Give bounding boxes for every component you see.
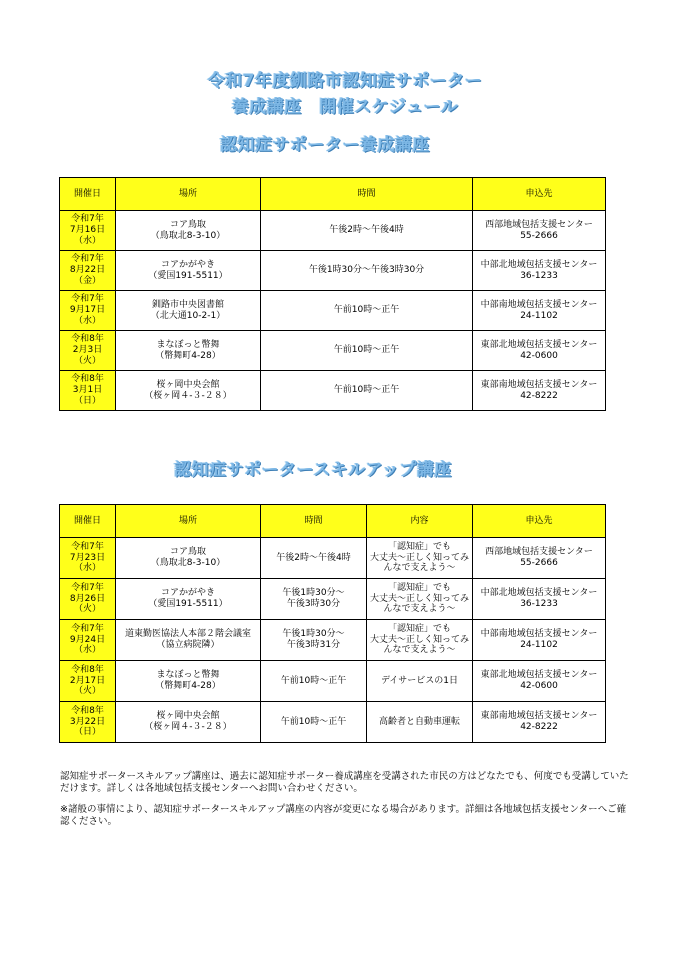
- header-contact: 申込先: [473, 505, 606, 538]
- section-heading-supporter-course: 認知症サポーター養成講座: [220, 135, 430, 155]
- date-cell: 令和7年 7月16日 （水）: [60, 211, 116, 251]
- date-cell: 令和8年 2月17日 （火）: [60, 661, 116, 702]
- time-cell: 午前10時～正午: [261, 331, 473, 371]
- place-cell: まなぼっと幣舞 （幣舞町4-28）: [116, 661, 261, 702]
- contact-cell: 東部南地域包括支援センター 42-8222: [473, 371, 606, 411]
- header-date: 開催日: [60, 505, 116, 538]
- header-contact: 申込先: [473, 178, 606, 211]
- contact-cell: 中部北地域包括支援センター 36-1233: [473, 579, 606, 620]
- contact-cell: 中部南地域包括支援センター 24-1102: [473, 291, 606, 331]
- table-row: [60, 579, 606, 620]
- time-cell: 午後1時30分～ 午後3時30分: [261, 579, 367, 620]
- content-change-note: ※諸般の事情により、認知症サポータースキルアップ講座の内容が変更になる場合があります。詳細は各地域包括支援センターへご確認ください。: [60, 804, 627, 828]
- place-cell: 桜ヶ岡中央会館 （桜ヶ岡４-３-２８）: [116, 371, 261, 411]
- header-time: 時間: [261, 505, 367, 538]
- contact-cell: 中部南地域包括支援センター 24-1102: [473, 620, 606, 661]
- contact-cell: 東部南地域包括支援センター 42-8222: [473, 702, 606, 743]
- time-cell: 午前10時～正午: [261, 702, 367, 743]
- date-cell: 令和7年 8月22日 （金）: [60, 251, 116, 291]
- place-cell: 釧路市中央図書館 （北大通10-2-1）: [116, 291, 261, 331]
- date-cell: 令和8年 2月3日 （火）: [60, 331, 116, 371]
- skillup-eligibility-note: 認知症サポータースキルアップ講座は、過去に認知症サポーター養成講座を受講された市民の方はどなたでも、何度でも受講していただけます。詳しくは各地域包括支援センターへお問い合わせください。: [60, 771, 629, 795]
- table-row: [60, 291, 606, 331]
- document-title-line-1: 令和7年度釧路市認知症サポーター: [207, 71, 483, 91]
- contact-cell: 西部地域包括支援センター 55-2666: [473, 211, 606, 251]
- header-place: 場所: [116, 178, 261, 211]
- table-row: [60, 251, 606, 291]
- date-cell: 令和7年 9月17日 （水）: [60, 291, 116, 331]
- document-title-line-2: 養成講座 開催スケジュール: [231, 97, 459, 117]
- place-cell: コアかがやき （愛国191-5511）: [116, 251, 261, 291]
- date-cell: 令和8年 3月22日 （日）: [60, 702, 116, 743]
- time-cell: 午前10時～正午: [261, 291, 473, 331]
- place-cell: まなぼっと幣舞 （幣舞町4-28）: [116, 331, 261, 371]
- place-cell: 道東勤医協法人本部２階会議室 （協立病院隣）: [116, 620, 261, 661]
- content-cell: 「認知症」でも 大丈夫～正しく知ってみ んなで支えよう～: [367, 620, 473, 661]
- content-cell: デイサービスの1日: [367, 661, 473, 702]
- header-date: 開催日: [60, 178, 116, 211]
- contact-cell: 西部地域包括支援センター 55-2666: [473, 538, 606, 579]
- time-cell: 午後1時30分～ 午後3時31分: [261, 620, 367, 661]
- table-header-row: [60, 505, 606, 538]
- time-cell: 午後2時～午後4時: [261, 211, 473, 251]
- contact-cell: 東部北地域包括支援センター 42-0600: [473, 331, 606, 371]
- place-cell: 桜ヶ岡中央会館 （桜ヶ岡４-３-２８）: [116, 702, 261, 743]
- content-cell: 「認知症」でも 大丈夫～正しく知ってみ んなで支えよう～: [367, 538, 473, 579]
- header-content: 内容: [367, 505, 473, 538]
- content-cell: 高齢者と自動車運転: [367, 702, 473, 743]
- contact-cell: 東部北地域包括支援センター 42-0600: [473, 661, 606, 702]
- section-heading-skillup-course: 認知症サポータースキルアップ講座: [174, 460, 452, 480]
- table-row: [60, 702, 606, 743]
- header-time: 時間: [261, 178, 473, 211]
- contact-cell: 中部北地域包括支援センター 36-1233: [473, 251, 606, 291]
- place-cell: コアかがやき （愛国191-5511）: [116, 579, 261, 620]
- time-cell: 午後2時～午後4時: [261, 538, 367, 579]
- header-place: 場所: [116, 505, 261, 538]
- skillup-course-table: [59, 504, 606, 743]
- place-cell: コア鳥取 （鳥取北8-3-10）: [116, 211, 261, 251]
- table-row: [60, 371, 606, 411]
- table-row: [60, 661, 606, 702]
- date-cell: 令和7年 7月23日 （水）: [60, 538, 116, 579]
- date-cell: 令和7年 9月24日 （水）: [60, 620, 116, 661]
- table-row: [60, 620, 606, 661]
- time-cell: 午前10時～正午: [261, 371, 473, 411]
- supporter-course-table: [59, 177, 606, 411]
- time-cell: 午前10時～正午: [261, 661, 367, 702]
- content-cell: 「認知症」でも 大丈夫～正しく知ってみ んなで支えよう～: [367, 579, 473, 620]
- time-cell: 午後1時30分～午後3時30分: [261, 251, 473, 291]
- date-cell: 令和7年 8月26日 （火）: [60, 579, 116, 620]
- date-cell: 令和8年 3月1日 （日）: [60, 371, 116, 411]
- place-cell: コア鳥取 （鳥取北8-3-10）: [116, 538, 261, 579]
- table-row: [60, 538, 606, 579]
- table-row: [60, 331, 606, 371]
- table-header-row: [60, 178, 606, 211]
- table-row: [60, 211, 606, 251]
